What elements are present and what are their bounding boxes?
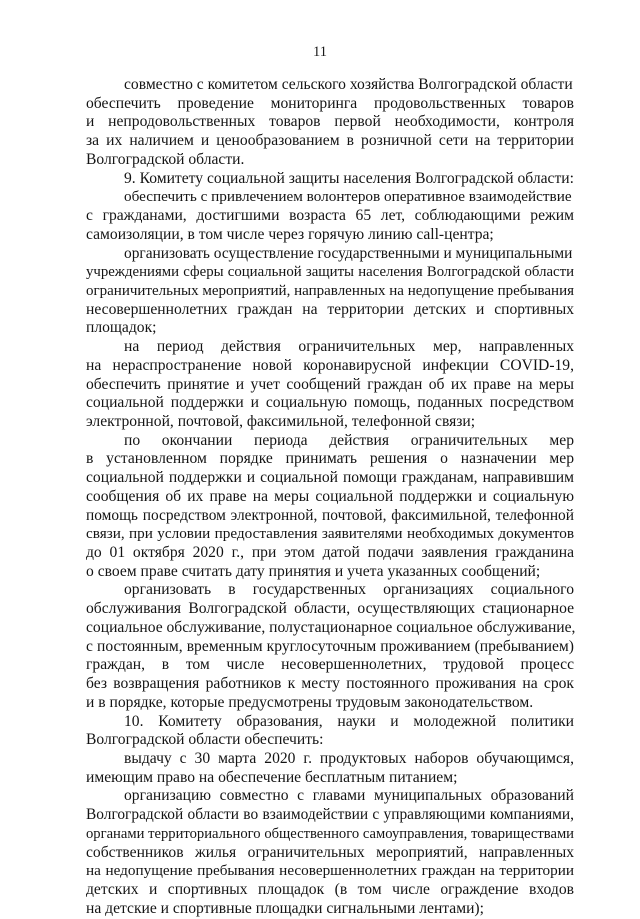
text-line: выдачу с 30 марта 2020 г. продуктовых наборов обучающимся,	[124, 749, 574, 767]
text-line: с гражданами, достигшими возраста 65 лет, соблюдающими режим	[86, 207, 574, 224]
text-line: несовершеннолетних граждан на территории детских и спортивных	[86, 300, 574, 318]
text-line: Волгоградской области во взаимодействии с управляющими компаниями,	[86, 806, 574, 824]
text-line: организацию совместно с главами муниципальных образований	[124, 787, 574, 805]
text-line: до 01 октября 2020 г., при этом датой подачи заявления гражданина	[86, 544, 574, 561]
text-line: и непродовольственных товаров первой необходимости, контроля	[86, 113, 574, 131]
text-line: с постоянным, временным круглосуточным проживанием (пребыванием)	[86, 637, 574, 655]
text-line: на недопущение пребывания несовершеннолетних граждан на территории	[86, 862, 574, 880]
text-line: связи, при условии предоставления заявителями необходимых документов	[86, 525, 574, 543]
text-line: граждан, в том числе несовершеннолетних, трудовой процесс	[86, 656, 574, 674]
text-line: без возвращения работников к месту постоянного проживания на срок	[86, 675, 574, 692]
text-line: учреждениями сферы социальной защиты населения Волгоградской области	[86, 264, 574, 281]
text-line: электронной, почтовой, факсимильной, телефонной связи;	[86, 413, 476, 430]
text-line: обслуживания Волгоградской области, осуществляющих стационарное	[86, 600, 574, 618]
page-number: 11	[313, 44, 327, 60]
text-line: социальное обслуживание, полустационарное социальное обслуживание,	[86, 618, 576, 636]
text-line: самоизоляции, в том числе через горячую линию call-центра;	[86, 225, 494, 243]
text-line: 9. Комитету социальной защиты населения Волгоградской области:	[124, 169, 574, 187]
text-line: на детские и спортивные площадки сигнальными лентами);	[86, 899, 484, 917]
text-line: обеспечить принятие и учет сообщений граждан об их праве на меры	[86, 375, 574, 393]
text-line: обеспечить проведение мониторинга продовольственных товаров	[86, 94, 574, 112]
text-line: совместно с комитетом сельского хозяйства Волгоградской области	[124, 76, 573, 93]
text-line: за их наличием и ценообразованием в розничной сети на территории	[86, 132, 574, 150]
text-line: на нераспространение новой коронавирусной инфекции COVID-19,	[86, 356, 574, 374]
text-line: Волгоградской области обеспечить:	[86, 731, 324, 749]
text-line: обеспечить с привлечением волонтеров оперативное взаимодействие	[124, 188, 572, 206]
text-line: на период действия ограничительных мер, направленных	[124, 338, 574, 356]
text-line: и в порядке, которые предусмотрены трудовым законодательством.	[86, 693, 534, 711]
text-line: сообщения об их праве на меры социальной поддержки и социальную	[86, 487, 574, 505]
text-line: ограничительных мероприятий, направленных на недопущение пребывания	[86, 282, 574, 299]
text-line: по окончании периода действия ограничительных мер	[124, 431, 574, 449]
text-line: организовать осуществление государственными и муниципальными	[124, 244, 573, 262]
text-line: имеющим право на обеспечение бесплатным питанием;	[86, 768, 458, 786]
text-line: социальной поддержки и социальную помощь, поданных посредством	[86, 394, 574, 412]
text-line: Волгоградской области.	[86, 150, 245, 168]
text-line: организовать в государственных организациях социального	[124, 581, 574, 599]
text-line: собственников жилья ограничительных мероприятий, направленных	[86, 843, 574, 861]
text-line: в установленном порядке принимать решения о назначении мер	[86, 450, 574, 468]
text-line: площадок;	[86, 319, 157, 337]
text-line: органами территориального общественного самоуправления, товариществами	[86, 825, 574, 842]
text-line: 10. Комитету образования, науки и молодежной политики	[124, 712, 574, 730]
text-line: детских и спортивных площадок (в том числе ограждение входов	[86, 881, 574, 898]
text-line: социальной поддержки и социальной помощи гражданам, направившим	[86, 469, 574, 487]
text-line: помощь посредством электронной, почтовой, факсимильной, телефонной	[86, 506, 574, 524]
text-line: о своем праве считать дату принятия и учета указанных сообщений;	[86, 562, 541, 580]
